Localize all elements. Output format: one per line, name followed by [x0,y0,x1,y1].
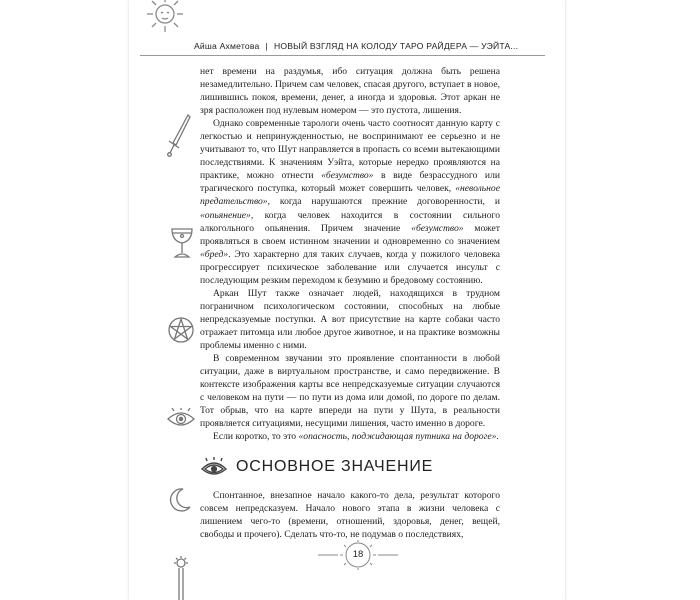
header-rule [140,55,545,56]
paragraph: Однако современные тарологи очень часто соотносят данную карту с легкостью и непринужденностью, не воспринимают ее серьезно и не учитывают то, что Шут направляется в пропасть со всеми вытекающими последствиями. К значениям Уэйта, которые нередко проявляются на практике, можно отнести «безумство» в виде безрассудного или трагического поступка, который может совершить человек, «невольное предательство», когда нарушаются прежние договоренности, и «опьянение», когда человек находится в состоянии сильного алкогольного опьянения. Причем значение «безумство» может проявляться в своем истинном значении и одновременно со значением «бред». Это характерно для таких случаев, когда у пожилого человека прогрессирует психическое заболевание или случается инсульт с последующим резким переходом к безумию и бредовому состоянию. [200,118,500,286]
header-separator: | [265,41,268,51]
sword-icon [166,113,192,159]
cup-icon [169,226,195,260]
eye-icon [166,408,196,430]
paragraph: Если коротко, то это «опасность, поджидающая путника на дороге». [213,431,499,443]
section-title: ОСНОВНОЕ ЗНАЧЕНИЕ [236,458,434,475]
header-book-title: НОВЫЙ ВЗГЛЯД НА КОЛОДУ ТАРО РАЙДЕРА — УЭЙТА... [273,41,519,51]
paragraph: Спонтанное, внезапное начало какого-то дела, результат которого совсем непредсказуем. Начало нового этапа в жизни человека с лишением чего-то (времени, отношений, здоровья, денег, вещей, свободы и прочего). Сделать что-то, не подумав о последствиях, [200,490,500,541]
section-heading [200,457,500,477]
wand-icon [170,556,192,600]
section-eye-icon [200,457,228,477]
paragraph: нет времени на раздумья, ибо ситуация должна быть решена незамедлительно. Причем сам человек, спасая другого, вступает в новое, лишившись покоя, времени, денег, а иногда и здоровья. Этот аркан не зря расположен под нулевым номером — это пустота, лишения. [200,66,500,117]
header-author: Айша Ахметова [194,41,260,51]
body-text [200,65,500,443]
running-header [194,41,534,51]
paragraph: В современном звучании это проявление спонтанности в любой ситуации, даже в виртуальном пространстве, и само передвижение. В контексте изображения карты все непредсказуемые ситуации случаются с человеком на пути — по пути из дома или домой, по дороге по делам. Тот обрыв, что на карте впереди на пути у Шута, в реальности проявляется ситуациями, несущими лишения, часто именно в дороге. [200,353,500,430]
paragraph: Аркан Шут также означает людей, находящихся в трудном пограничном психологическом состоянии, способных на любые непредсказуемые поступки. А вот присутствие на карте собаки часто отражает питомца или любое другое животное, и на практике возможны проблемы именно с ними. [200,287,500,351]
pentacle-icon [167,316,195,344]
sun-icon [141,0,189,42]
section-text [200,489,500,541]
crescent-moon-icon [168,487,192,513]
page-number-ornament [318,540,398,570]
page-number: 18 [352,549,364,560]
